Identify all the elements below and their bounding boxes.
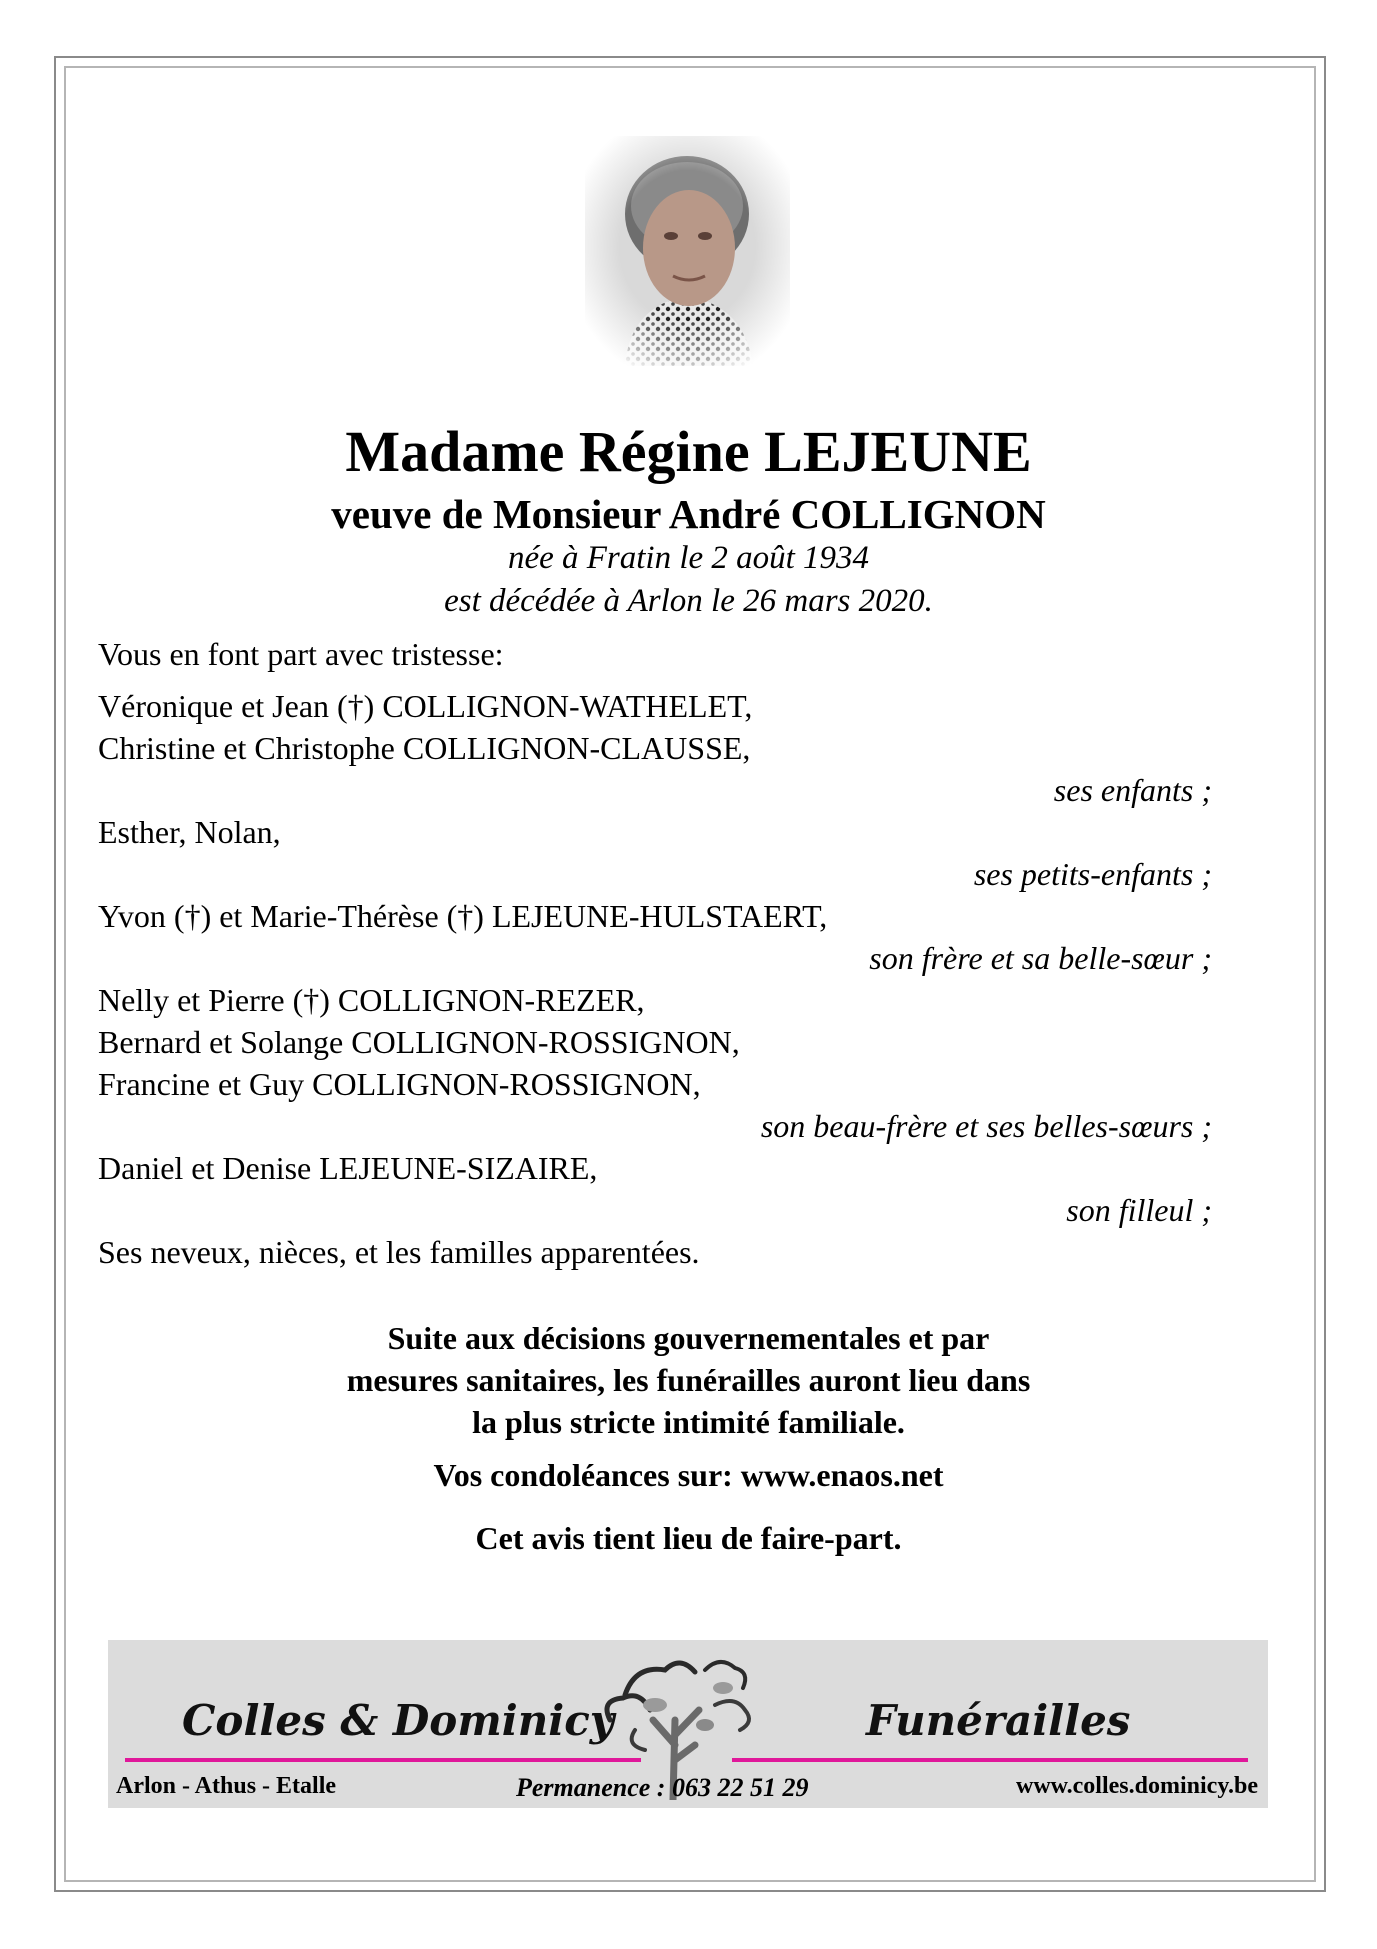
accent-rule-left bbox=[125, 1758, 641, 1762]
accent-rule-right bbox=[732, 1758, 1248, 1762]
family-role: son filleul ; bbox=[1066, 1192, 1212, 1228]
family-line: Francine et Guy COLLIGNON-ROSSIGNON, bbox=[98, 1066, 701, 1102]
family-role: ses petits-enfants ; bbox=[973, 856, 1212, 892]
birth-info: née à Fratin le 2 août 1934 bbox=[507, 540, 870, 576]
banner-phone: Permanence : 063 22 51 29 bbox=[516, 1773, 809, 1802]
death-info: est décédée à Arlon le 26 mars 2020. bbox=[444, 583, 933, 619]
brand-service: Funérailles bbox=[866, 1696, 1131, 1745]
family-intro: Vous en font part avec tristesse: bbox=[98, 636, 504, 672]
deceased-name: Madame Régine LEJEUNE bbox=[345, 419, 1032, 484]
banner-website[interactable]: www.colles.dominicy.be bbox=[1015, 1773, 1258, 1799]
family-line: Nelly et Pierre (†) COLLIGNON-REZER, bbox=[98, 982, 645, 1018]
family-line: Yvon (†) et Marie-Thérèse (†) LEJEUNE-HULSTAERT, bbox=[98, 898, 828, 934]
portrait-photo bbox=[585, 136, 790, 366]
family-line: Daniel et Denise LEJEUNE-SIZAIRE, bbox=[98, 1150, 598, 1186]
family-role: son frère et sa belle-sœur ; bbox=[869, 940, 1212, 976]
faire-part-line: Cet avis tient lieu de faire-part. bbox=[475, 1520, 902, 1556]
funeral-home-banner bbox=[108, 1640, 1268, 1808]
notice-line: mesures sanitaires, les funérailles auront lieu dans bbox=[346, 1362, 1031, 1398]
family-line: Esther, Nolan, bbox=[98, 814, 281, 850]
funeral-notice bbox=[0, 1317, 1377, 1443]
family-line: Véronique et Jean (†) COLLIGNON-WATHELET, bbox=[98, 688, 753, 724]
family-role: son beau-frère et ses belles-sœurs ; bbox=[760, 1108, 1212, 1144]
notice-line: Suite aux décisions gouvernementales et par bbox=[387, 1320, 990, 1356]
family-list bbox=[98, 633, 1212, 1273]
family-role: ses enfants ; bbox=[1053, 772, 1212, 808]
notice-line: la plus stricte intimité familiale. bbox=[472, 1404, 905, 1440]
family-line: Christine et Christophe COLLIGNON-CLAUSSE, bbox=[98, 730, 751, 766]
widow-of: veuve de Monsieur André COLLIGNON bbox=[331, 491, 1046, 537]
family-line: Bernard et Solange COLLIGNON-ROSSIGNON, bbox=[98, 1024, 740, 1060]
family-line: Ses neveux, nièces, et les familles apparentées. bbox=[98, 1234, 700, 1270]
banner-cities: Arlon - Athus - Etalle bbox=[116, 1773, 337, 1799]
condolences-line: Vos condoléances sur: www.enaos.net bbox=[433, 1457, 944, 1493]
brand-name: Colles & Dominicy bbox=[182, 1696, 615, 1745]
